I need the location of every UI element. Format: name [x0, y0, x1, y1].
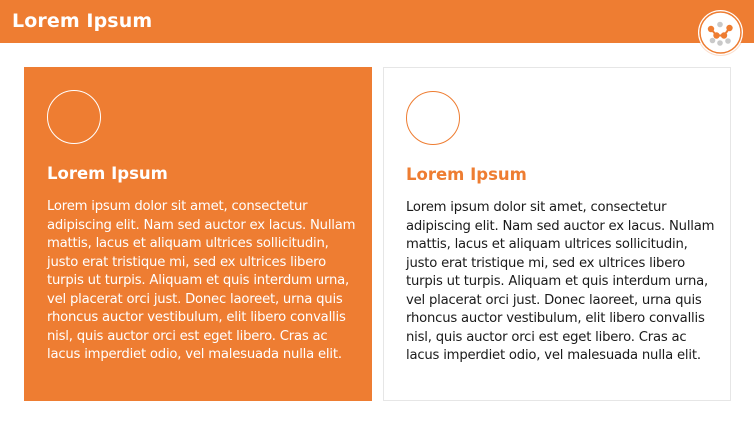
card-heading: Lorem Ipsum [47, 164, 168, 183]
network-nodes-icon [698, 10, 743, 55]
card-filled [24, 67, 372, 401]
card-outlined [383, 67, 731, 401]
header-bar [0, 0, 754, 43]
card-heading: Lorem Ipsum [406, 165, 527, 184]
circle-outline-icon [47, 90, 101, 144]
logo-badge [698, 10, 743, 55]
page-title: Lorem Ipsum [12, 10, 153, 32]
circle-outline-icon [406, 91, 460, 145]
card-body-text: Lorem ipsum dolor sit amet, consectetur adipiscing elit. Nam sed auctor ex lacus. Nullam mattis, lacus et aliquam ultrices sollicitudin, justo erat tristique mi, sed ex ultrices libero turpis ut turpis. Aliquam et quis interdum urna, vel placerat orci just. Donec laoreet, urna quis rhoncus auctor vestibulum, elit libero convallis nisl, quis auctor orci est eget libero. Cras ac lacus imperdiet odio, vel malesuada nulla elit. [47, 199, 356, 362]
card-body-text: Lorem ipsum dolor sit amet, consectetur adipiscing elit. Nam sed auctor ex lacus. Nullam mattis, lacus et aliquam ultrices sollicitudin, justo erat tristique mi, sed ex ultrices libero turpis ut turpis. Aliquam et quis interdum urna, vel placerat orci just. Donec laoreet, urna quis rhoncus auctor vestibulum, elit libero convallis nisl, quis auctor orci est eget libero. Cras ac lacus imperdiet odio, vel malesuada nulla elit. [406, 200, 715, 363]
